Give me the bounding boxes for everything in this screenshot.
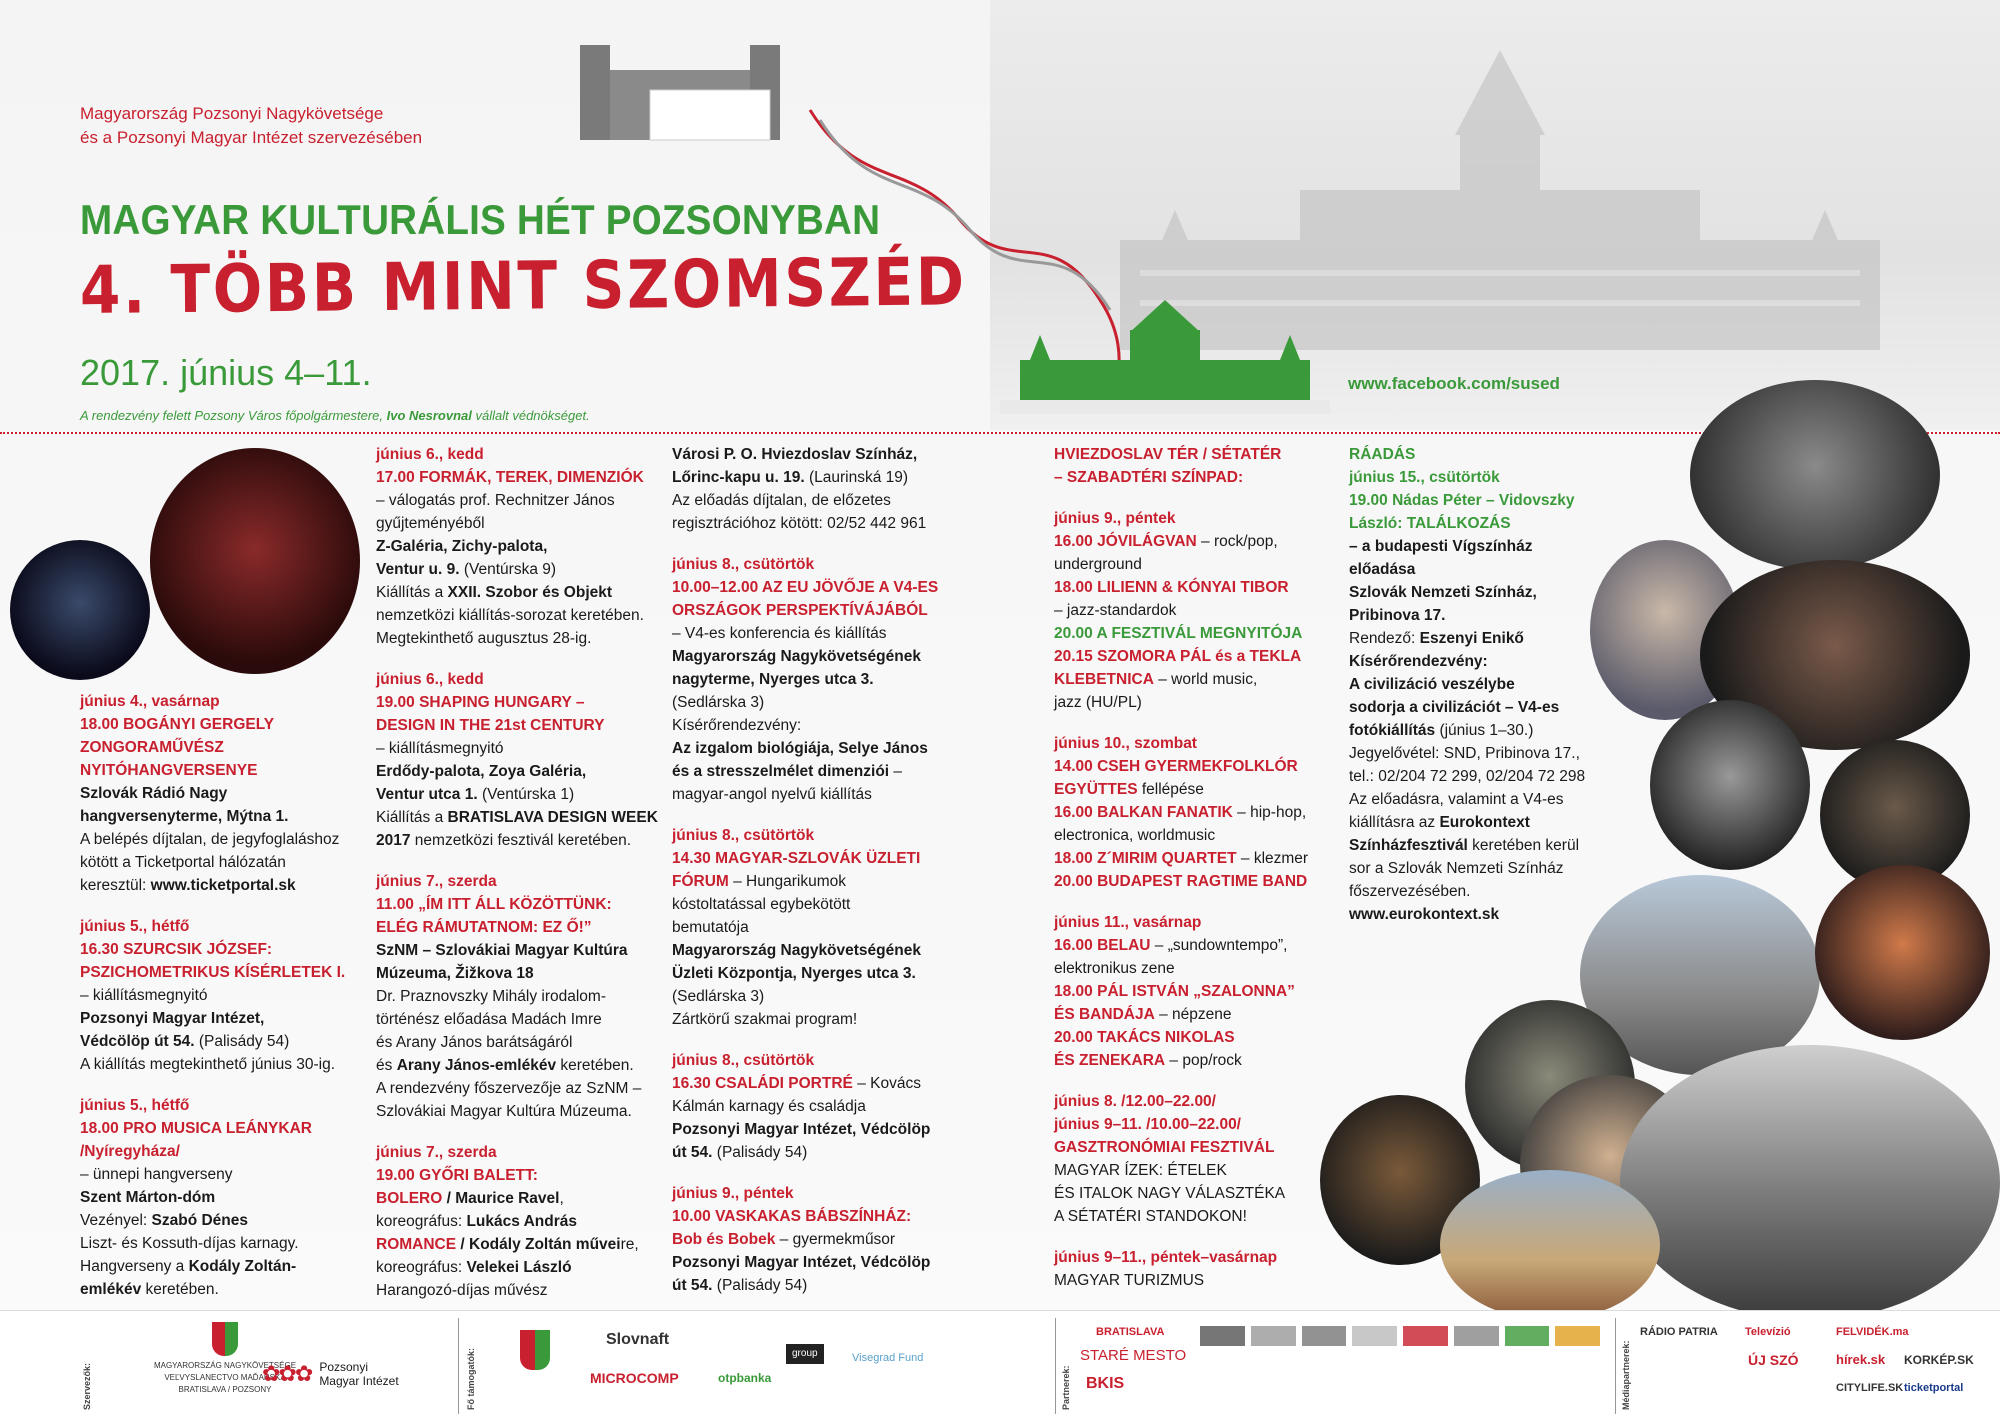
event-date: június 6., kedd [376, 446, 484, 463]
organizers-label: Szervezők: [82, 1362, 92, 1410]
program-item: 16.00 BELAU – „sundowntempo”, elektronikus zene [1054, 937, 1288, 977]
bonus-director: Rendező: Eszenyi Enikő [1349, 630, 1524, 647]
event-business-forum [672, 824, 972, 1031]
eurokontext-link[interactable]: www.eurokontext.sk [1349, 906, 1500, 923]
visegrad-fund-logo: Visegrad Fund [852, 1352, 924, 1364]
bonus-tickets: Jegyelővétel: SND, Pribinova 17., tel.: 02/204 72 299, 02/204 72 298 [1349, 745, 1586, 785]
bratislava-logo: BRATISLAVA [1096, 1326, 1165, 1338]
event-conductor: Vezényel: Szabó Dénes [80, 1212, 249, 1229]
bonus-heading: RÁADÁS [1349, 446, 1416, 463]
event-note: Liszt- és Kossuth-díjas karnagy. Hangverseny a Kodály Zoltán- emlékév keretében. [80, 1235, 299, 1298]
bonus-text: – a budapesti Vígszínház előadása [1349, 538, 1533, 578]
event-eu-v4 [672, 553, 972, 806]
day-date: június 9., péntek [1054, 510, 1176, 527]
event-text: – kiállításmegnyitó [376, 740, 504, 757]
event-date: június 8., csütörtök [672, 556, 815, 573]
day-saturday [1054, 732, 1354, 893]
column-4 [1054, 443, 1354, 1310]
event-title: 10.00 VASKAKAS BÁBSZÍNHÁZ: [672, 1208, 912, 1225]
dancer-photo [150, 448, 360, 674]
pmi-flower-icon: ✿✿✿ [262, 1361, 312, 1386]
program-item: 18.00 PÁL ISTVÁN „SZALONNA” ÉS BANDÁJA – népzene [1054, 983, 1295, 1023]
main-sponsors-label: Fő támogatók: [466, 1348, 476, 1410]
event-text: Kísérőrendezvény: [672, 717, 802, 734]
event-venue: Pozsonyi Magyar Intézet, Védcölöp út 54. (Palisády 54) [80, 1010, 290, 1050]
event-title: 10.00–12.00 AZ EU JÖVŐJE A V4-ES ORSZÁGOK PERSPEKTÍVÁJÁBÓL [672, 579, 939, 619]
event-pro-musica [80, 1094, 360, 1301]
gastro-title: GASZTRONÓMIAI FESZTIVÁL [1054, 1139, 1275, 1156]
organizer-line2: és a Pozsonyi Magyar Intézet szervezésében [80, 128, 423, 147]
event-title: MAGYAR KULTURÁLIS HÉT POZSONYBAN [80, 196, 881, 243]
event-title: 11.00 „ÍM ITT ÁLL KÖZÖTTÜNK: ELÉG RÁMUTATNOM: EZ Ő!” [376, 896, 612, 936]
event-work-romance: ROMANCE / Kodály Zoltán műveire, koreográfus: Velekei László Harangozó-díjas művész [376, 1236, 639, 1299]
event-venue: Z-Galéria, Zichy-palota, Ventur u. 9. (Ventúrska 9) [376, 538, 557, 578]
program-item: 20.00 A FESZTIVÁL MEGNYITÓJA [1054, 625, 1303, 642]
partners-label: Partnerek: [1061, 1365, 1071, 1410]
partner-logo [1403, 1326, 1448, 1346]
korkep-logo: KORKÉP.SK [1904, 1353, 1974, 1367]
bonus-note: Az előadásra, valamint a V4-es kiállításra az Eurokontext Színházfesztivál keretében kerül sor a Szlovák Nemzeti Színház főszervezésében. [1349, 791, 1580, 900]
organizer-text [80, 102, 422, 150]
uj-szo-logo: ÚJ SZÓ [1748, 1352, 1799, 1368]
day-friday [1054, 507, 1354, 714]
program-item: 16.00 JÓVILÁGVAN – rock/pop, underground [1054, 533, 1278, 573]
event-note: Kiállítás a BRATISLAVA DESIGN WEEK 2017 nemzetközi fesztivál keretében. [376, 809, 658, 849]
column-1 [80, 690, 360, 1319]
program-item: 20.00 TAKÁCS NIKOLAS ÉS ZENEKARA – pop/rock [1054, 1029, 1242, 1069]
event-note: Zártkörű szakmai program! [672, 1011, 858, 1028]
partner-logo [1302, 1326, 1347, 1346]
event-bogányi [80, 690, 360, 897]
citylife-logo: CITYLIFE.SK [1836, 1382, 1904, 1394]
partner-logo [1352, 1326, 1397, 1346]
coat-of-arms-icon [212, 1322, 238, 1356]
footer-divider [1055, 1318, 1056, 1414]
event-date: június 4., vasárnap [80, 693, 220, 710]
event-title: 19.00 GYŐRI BALETT: [376, 1167, 538, 1184]
patron-note: A rendezvény felett Pozsony Város főpolgármestere, Ivo Nesrovnal vállalt védnökséget. [80, 408, 590, 423]
event-text: – V4-es konferencia és kiállítás [672, 625, 887, 642]
event-venue: Erdődy-palota, Zoya Galéria, Ventur utca 1. (Ventúrska 1) [376, 763, 587, 803]
ensemble-photo-1 [1690, 380, 1940, 570]
tourism [1054, 1246, 1354, 1292]
stare-mesto-logo: STARÉ MESTO [1080, 1347, 1187, 1364]
event-title: 18.00 PRO MUSICA LEÁNYKAR /Nyíregyháza/ [80, 1120, 312, 1160]
event-date: június 9., péntek [672, 1185, 794, 1202]
bonus-venue: Szlovák Nemzeti Színház, Pribinova 17. [1349, 584, 1537, 624]
partner-logo [1555, 1326, 1600, 1346]
event-title: 16.30 SZURCSIK JÓZSEF: PSZICHOMETRIKUS KÍSÉRLETEK I. [80, 941, 346, 981]
pmi-logo: ✿✿✿ Pozsonyi Magyar Intézet [262, 1360, 399, 1388]
stage-title: HVIEZDOSLAV TÉR / SÉTATÉR – SZABADTÉRI SZÍNPAD: [1054, 446, 1282, 486]
event-gyori-balett [376, 1141, 666, 1302]
column-5 [1349, 443, 1609, 926]
event-date: június 6., kedd [376, 671, 484, 688]
event-venue: Szlovák Rádió Nagy hangversenyterme, Mýtna 1. [80, 785, 289, 825]
bonus-title: 19.00 Nádas Péter – Vidovszky László: TALÁLKOZÁS [1349, 492, 1575, 532]
partner-logo [1505, 1326, 1550, 1346]
gastro-festival [1054, 1090, 1354, 1228]
event-note: Kiállítás a XXII. Szobor és Objekt nemzetközi kiállítás-sorozat keretében. Megtekinthető augusztus 28-ig. [376, 584, 644, 647]
event-text: – ünnepi hangverseny [80, 1166, 233, 1183]
event-text: Bob és Bobek – gyermekműsor [672, 1231, 896, 1248]
event-note: A kiállítás megtekinthető június 30-ig. [80, 1056, 336, 1073]
event-title: 18.00 BOGÁNYI GERGELY ZONGORAMŰVÉSZ NYITÓHANGVERSENYE [80, 716, 275, 779]
event-venue: SzNM – Szlovákiai Magyar Kultúra Múzeuma, Žižkova 18 [376, 942, 628, 982]
event-work-bolero: BOLERO / Maurice Ravel, koreográfus: Lukács András [376, 1190, 578, 1230]
event-csaladi-portre [672, 1049, 972, 1164]
partner-logo-grid [1200, 1326, 1600, 1406]
event-szurcsik [80, 915, 360, 1076]
microcomp-logo: MICROCOMP [590, 1370, 679, 1386]
event-text: – válogatás prof. Rechnitzer János gyűjteményéből [376, 492, 615, 532]
gastro-date: június 8. /12.00–22.00/ június 9–11. /10.00–22.00/ [1054, 1093, 1241, 1133]
organizer-line1: Magyarország Pozsonyi Nagykövetsége [80, 104, 384, 123]
event-text: Az előadás díjtalan, de előzetes regisztrációhoz kötött: 02/52 442 961 [672, 492, 927, 532]
event-venue: Szent Márton-dóm [80, 1189, 216, 1206]
green-parliament-silhouette [1000, 300, 1330, 420]
event-text: – kiállításmegnyitó [80, 987, 208, 1004]
televizio-logo: Televízió [1745, 1326, 1791, 1338]
dotted-divider [0, 432, 2000, 434]
program-item: 20.00 BUDAPEST RAGTIME BAND [1054, 873, 1308, 890]
event-text: A belépés díjtalan, de jegyfoglaláshoz kötött a Ticketportal hálózatán keresztül: www.ticketportal.sk [80, 831, 340, 894]
partner-logo [1251, 1326, 1296, 1346]
event-venue: Pozsonyi Magyar Intézet, Védcölöp út 54. (Palisády 54) [672, 1121, 931, 1161]
event-title: 17.00 FORMÁK, TEREK, DIMENZIÓK [376, 469, 644, 486]
event-date: június 8., csütörtök [672, 827, 815, 844]
column-3 [672, 443, 972, 1315]
event-date: június 7., szerda [376, 1144, 497, 1161]
tourism-date: június 9–11., péntek–vasárnap [1054, 1249, 1278, 1266]
ragtime-band-photo [1620, 1045, 2000, 1320]
tourism-text: MAGYAR TURIZMUS [1054, 1272, 1205, 1289]
event-venue-continued [672, 443, 972, 535]
event-venue: Pozsonyi Magyar Intézet, Védcölöp út 54. (Palisády 54) [672, 1254, 931, 1294]
day-date: június 11., vasárnap [1054, 914, 1202, 931]
event-title: 19.00 SHAPING HUNGARY – DESIGN IN THE 21st CENTURY [376, 694, 605, 734]
event-title: 14.30 MAGYAR-SZLOVÁK ÜZLETI FÓRUM – Hungarikumok kóstoltatással egybekötött bemutatója [672, 850, 921, 936]
footer-divider [458, 1318, 459, 1414]
program-item: 18.00 LILIENN & KÓNYAI TIBOR – jazz-standardok [1054, 579, 1289, 619]
slovnaft-logo: Slovnaft [606, 1331, 670, 1348]
media-partners-label: Médiapartnerek: [1621, 1340, 1631, 1410]
ticketportal-link[interactable]: www.ticketportal.sk [150, 877, 296, 894]
bkis-logo: BKIS [1086, 1375, 1125, 1392]
pianist-photo [10, 540, 150, 680]
day-sunday [1054, 911, 1354, 1072]
event-date: június 7., szerda [376, 873, 497, 890]
event-title: 16.30 CSALÁDI PORTRÉ – Kovács Kálmán karnagy és családja [672, 1075, 921, 1115]
day-date: június 10., szombat [1054, 735, 1197, 752]
embassy-logo: MAGYARORSZÁG NAGYKÖVETSÉGE VEĽVYSLANECTVO MAĎARSKA BRATISLAVA / POZSONY [140, 1322, 310, 1396]
event-shaping-hungary [376, 668, 666, 852]
ticketportal-logo: ticketportal [1904, 1382, 1964, 1394]
event-date: 2017. június 4–11. [80, 352, 372, 393]
partner-logo [1454, 1326, 1499, 1346]
actors-photo [1815, 865, 1990, 1040]
bratislava-castle-illustration [570, 40, 810, 150]
program-item: 18.00 Z´MIRIM QUARTET – klezmer [1054, 850, 1309, 867]
column-2 [376, 443, 666, 1320]
event-im-itt-all [376, 870, 666, 1123]
bonus-date: június 15., csütörtök [1349, 469, 1500, 486]
event-venue: Magyarország Nagykövetségének Üzleti Központja, Nyerges utca 3. (Sedlárska 3) [672, 942, 921, 1005]
hirek-logo: hírek.sk [1836, 1352, 1886, 1367]
duo-photo [1650, 700, 1810, 870]
footer-divider [1615, 1318, 1616, 1414]
food-photo [1440, 1170, 1660, 1320]
ministry-logo [520, 1330, 550, 1370]
event-venue: Magyarország Nagykövetségének nagyterme, Nyerges utca 3. (Sedlárska 3) [672, 648, 921, 711]
partner-logo [1200, 1326, 1245, 1346]
event-formak [376, 443, 666, 650]
program-item: 16.00 BALKAN FANATIK – hip-hop, electronica, worldmusic [1054, 804, 1307, 844]
program-item: 14.00 CSEH GYERMEKFOLKLÓR EGYÜTTES fellépése [1054, 758, 1298, 798]
group-logo: group [786, 1344, 824, 1364]
event-date: június 5., hétfő [80, 918, 190, 935]
felvidek-logo: FELVIDÉK.ma [1836, 1326, 1909, 1338]
otpbanka-logo: otpbanka [718, 1371, 772, 1385]
radio-patria-logo: RÁDIO PATRIA [1640, 1326, 1718, 1338]
program-item: 20.15 SZOMORA PÁL és a TEKLA KLEBETNICA – world music, jazz (HU/PL) [1054, 648, 1302, 711]
event-date: június 8., csütörtök [672, 1052, 815, 1069]
event-venue: Városi P. O. Hviezdoslav Színház, Lőrinc-kapu u. 19. (Laurinská 19) [672, 446, 918, 486]
event-date: június 5., hétfő [80, 1097, 190, 1114]
event-side: Az izgalom biológiája, Selye János és a stresszelmélet dimenziói – magyar-angol nyelvű kiállítás [672, 740, 928, 803]
bonus-side: A civilizáció veszélybe sodorja a civilizációt – V4-es fotókiállítás (június 1–30.) [1349, 676, 1560, 739]
stage-heading [1054, 443, 1354, 489]
event-vaskakas [672, 1182, 972, 1297]
patron-name: Ivo Nesrovnal [386, 408, 472, 423]
event-subtitle: 4. TÖBB MINT SZOMSZÉD [79, 243, 967, 329]
gastro-text: MAGYAR ÍZEK: ÉTELEK ÉS ITALOK NAGY VÁLASZTÉKA A SÉTATÉRI STANDOKON! [1054, 1162, 1286, 1225]
bonus-side-heading: Kísérőrendezvény: [1349, 653, 1488, 670]
facebook-link[interactable]: www.facebook.com/sused [1348, 374, 1560, 393]
event-text: Dr. Praznovszky Mihály irodalom- történész előadása Madách Imre és Arany János barátságáról és Arany János-emlékév keretében. A rendezvény főszervezője az SzNM – Szlovákiai Magyar Kultúra Múzeuma. [376, 988, 642, 1120]
